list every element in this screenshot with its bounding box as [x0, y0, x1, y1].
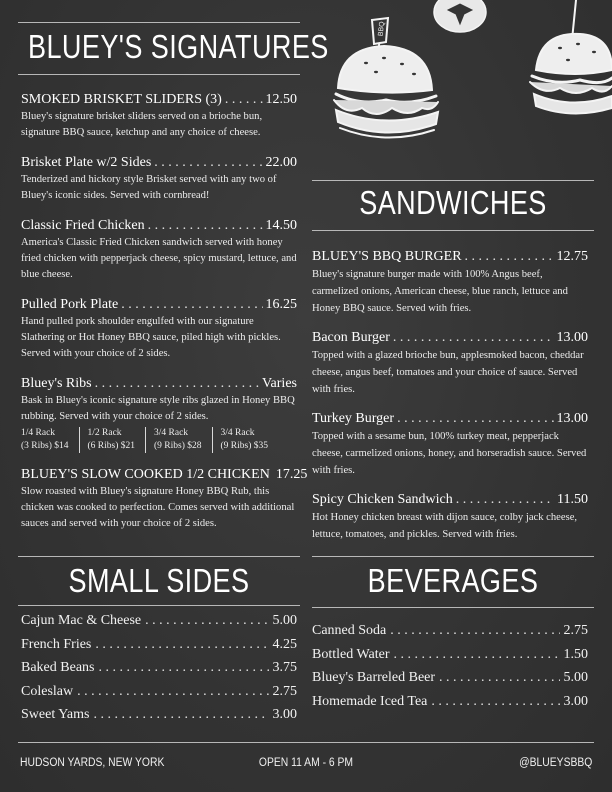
- signatures-list: [21, 91, 308, 545]
- item-price: 12.75: [556, 249, 588, 264]
- item-description: America's Classic Fried Chicken sandwich served with honey fried chicken with pepperjack cheese, spicy mustard, lettuce, and blue cheese.: [21, 237, 297, 280]
- rack-detail: (6 Ribs) $21: [87, 441, 135, 451]
- rack-option: [154, 427, 213, 453]
- dot-leader: [393, 329, 554, 346]
- item-description: Bluey's signature brisket sliders served on a brioche bun, signature BBQ sauce, ketchup and any choice of cheese.: [21, 111, 263, 138]
- list-item: [312, 669, 588, 686]
- list-item: [312, 248, 588, 317]
- item-name: French Fries: [21, 636, 92, 652]
- rack-label: 1/4 Rack: [21, 428, 56, 438]
- item-description: Topped with a glazed brioche bun, applesmoked bacon, cheddar cheese, angus beef, tomatoes and your choice of sauce. Served with fries.: [312, 350, 584, 395]
- dot-leader: [397, 410, 553, 427]
- signatures-divider: [18, 74, 300, 75]
- item-price: Varies: [262, 376, 297, 391]
- item-price: 5.00: [563, 670, 588, 685]
- sandwiches-bottom-divider: [312, 230, 594, 231]
- item-price: 5.00: [272, 613, 297, 628]
- item-name: Classic Fried Chicken: [21, 218, 145, 233]
- top-divider: [18, 22, 300, 23]
- tomato-illustration-icon: [430, 0, 490, 36]
- rack-option: [21, 427, 80, 453]
- list-item: [312, 491, 588, 543]
- item-name: Pulled Pork Plate: [21, 297, 119, 312]
- rack-option: [88, 427, 147, 453]
- item-description: Bask in Bluey's iconic signature style ribs glazed in Honey BBQ rubbing. Served with your choice of 2 sides.: [21, 395, 295, 422]
- dot-leader: [225, 91, 263, 108]
- list-item: [21, 466, 308, 532]
- item-name: SMOKED BRISKET SLIDERS (3): [21, 92, 222, 107]
- item-name: Homemade Iced Tea: [312, 693, 428, 709]
- item-name: Brisket Plate w/2 Sides: [21, 155, 152, 170]
- item-description: Hand pulled pork shoulder engulfed with our signature Slathering or Hot Honey BBQ sauce, piled high with pickles. Served with your choice of 2 sides.: [21, 316, 281, 359]
- list-item: [312, 646, 588, 663]
- sides-heading: SMALL SIDES: [68, 562, 250, 599]
- item-name: Bluey's Barreled Beer: [312, 670, 436, 685]
- item-name: Canned Soda: [312, 623, 387, 638]
- item-price: 11.50: [557, 492, 588, 507]
- footer-hours: OPEN 11 AM - 6 PM: [258, 757, 354, 769]
- item-description: Topped with a sesame bun, 100% turkey meat, pepperjack cheese, carmelized onions, honey, and horseradish sauce. Served with fries.: [312, 431, 587, 476]
- dot-leader: [77, 683, 268, 700]
- item-name: Bacon Burger: [312, 330, 390, 345]
- sides-top-divider: [18, 556, 300, 557]
- item-price: 3.00: [563, 693, 588, 709]
- item-price: 14.50: [265, 218, 297, 233]
- item-price: 16.25: [265, 297, 297, 312]
- item-name: Sweet Yams: [21, 707, 90, 722]
- beverages-list: [312, 622, 588, 716]
- item-price: 13.00: [556, 411, 588, 426]
- item-price: 17.25: [275, 467, 308, 482]
- list-item: [21, 91, 297, 141]
- dot-leader: [95, 375, 259, 392]
- dot-leader: [154, 154, 262, 171]
- dot-leader: [121, 296, 262, 313]
- list-item: [21, 217, 297, 283]
- list-item: [21, 154, 297, 204]
- item-description: Slow roasted with Bluey's signature Honey BBQ Rub, this chicken was cooked to perfection. Comes served with additional sauces and served with your choice of 2 sides.: [21, 486, 295, 529]
- footer-divider: [18, 742, 594, 743]
- item-name: BLUEY'S BBQ BURGER: [312, 249, 462, 264]
- burger-illustration-icon: [326, 8, 446, 148]
- list-item: [312, 693, 588, 710]
- sandwiches-heading: SANDWICHES: [359, 184, 547, 221]
- item-name: Spicy Chicken Sandwich: [312, 492, 453, 507]
- list-item: [21, 296, 297, 362]
- sides-list: [21, 612, 297, 730]
- rack-detail: (9 Ribs) $28: [154, 441, 202, 451]
- rack-detail: (9 Ribs) $35: [220, 441, 268, 451]
- dot-leader: [93, 706, 268, 723]
- sandwiches-top-divider: [312, 180, 594, 181]
- dot-leader: [390, 622, 559, 639]
- item-name: BLUEY'S SLOW COOKED 1/2 CHICKEN: [21, 467, 270, 482]
- item-name: Turkey Burger: [312, 411, 395, 426]
- rack-label: 3/4 Rack: [220, 428, 255, 438]
- item-price: 2.75: [272, 683, 297, 699]
- burger-illustration-icon: [516, 0, 612, 120]
- dot-leader: [95, 636, 268, 653]
- item-name: Bluey's Ribs: [21, 376, 92, 391]
- sandwiches-list: [312, 248, 588, 556]
- list-item: [21, 659, 297, 676]
- dot-leader: [145, 612, 268, 629]
- list-item: [312, 622, 588, 639]
- item-price: 13.00: [556, 330, 588, 345]
- item-name: Bottled Water: [312, 646, 390, 662]
- item-price: 4.25: [272, 636, 297, 652]
- item-name: Baked Beans: [21, 660, 95, 675]
- dot-leader: [439, 669, 559, 686]
- beverages-bottom-divider: [312, 607, 594, 608]
- item-price: 1.50: [563, 646, 588, 662]
- rib-rack-options: [21, 427, 297, 453]
- signatures-heading: BLUEY'S SIGNATURES: [28, 28, 329, 65]
- dot-leader: [148, 217, 263, 234]
- item-price: 2.75: [563, 623, 588, 638]
- dot-leader: [456, 491, 554, 508]
- footer-handle: @BLUEYSBBQ: [518, 757, 592, 769]
- dot-leader: [394, 646, 560, 663]
- item-price: 12.50: [265, 92, 297, 107]
- rack-option: [221, 427, 279, 453]
- list-item: [21, 375, 297, 453]
- list-item: [21, 683, 297, 700]
- dot-leader: [465, 248, 554, 265]
- beverages-top-divider: [312, 556, 594, 557]
- rack-label: 1/2 Rack: [87, 428, 122, 438]
- dot-leader: [98, 659, 268, 676]
- item-description: Tenderized and hickory style Brisket served with any two of Bluey's iconic sides. Served with cornbread!: [21, 174, 277, 201]
- sides-bottom-divider: [18, 605, 300, 606]
- list-item: [21, 636, 297, 653]
- item-price: 22.00: [265, 155, 297, 170]
- list-item: [312, 410, 588, 479]
- item-name: Coleslaw: [21, 683, 74, 699]
- item-price: 3.00: [272, 707, 297, 722]
- list-item: [21, 612, 297, 629]
- list-item: [312, 329, 588, 398]
- burger-flag-text: BBQ: [377, 21, 387, 37]
- item-price: 3.75: [272, 660, 297, 675]
- beverages-heading: BEVERAGES: [367, 562, 539, 599]
- item-description: Hot Honey chicken breast with dijon sauce, colby jack cheese, lettuce, tomatoes, and pickles. Served with fries.: [312, 512, 578, 540]
- list-item: [21, 706, 297, 723]
- item-name: Cajun Mac & Cheese: [21, 613, 142, 628]
- rack-label: 3/4 Rack: [154, 428, 189, 438]
- dot-leader: [431, 693, 559, 710]
- item-description: Bluey's signature burger made with 100% Angus beef, carmelized onions, American cheese, blue ranch, lettuce and Honey BBQ sauce. Served with fries.: [312, 269, 568, 314]
- footer-location: HUDSON YARDS, NEW YORK: [20, 757, 165, 769]
- rack-detail: (3 Ribs) $14: [21, 441, 69, 451]
